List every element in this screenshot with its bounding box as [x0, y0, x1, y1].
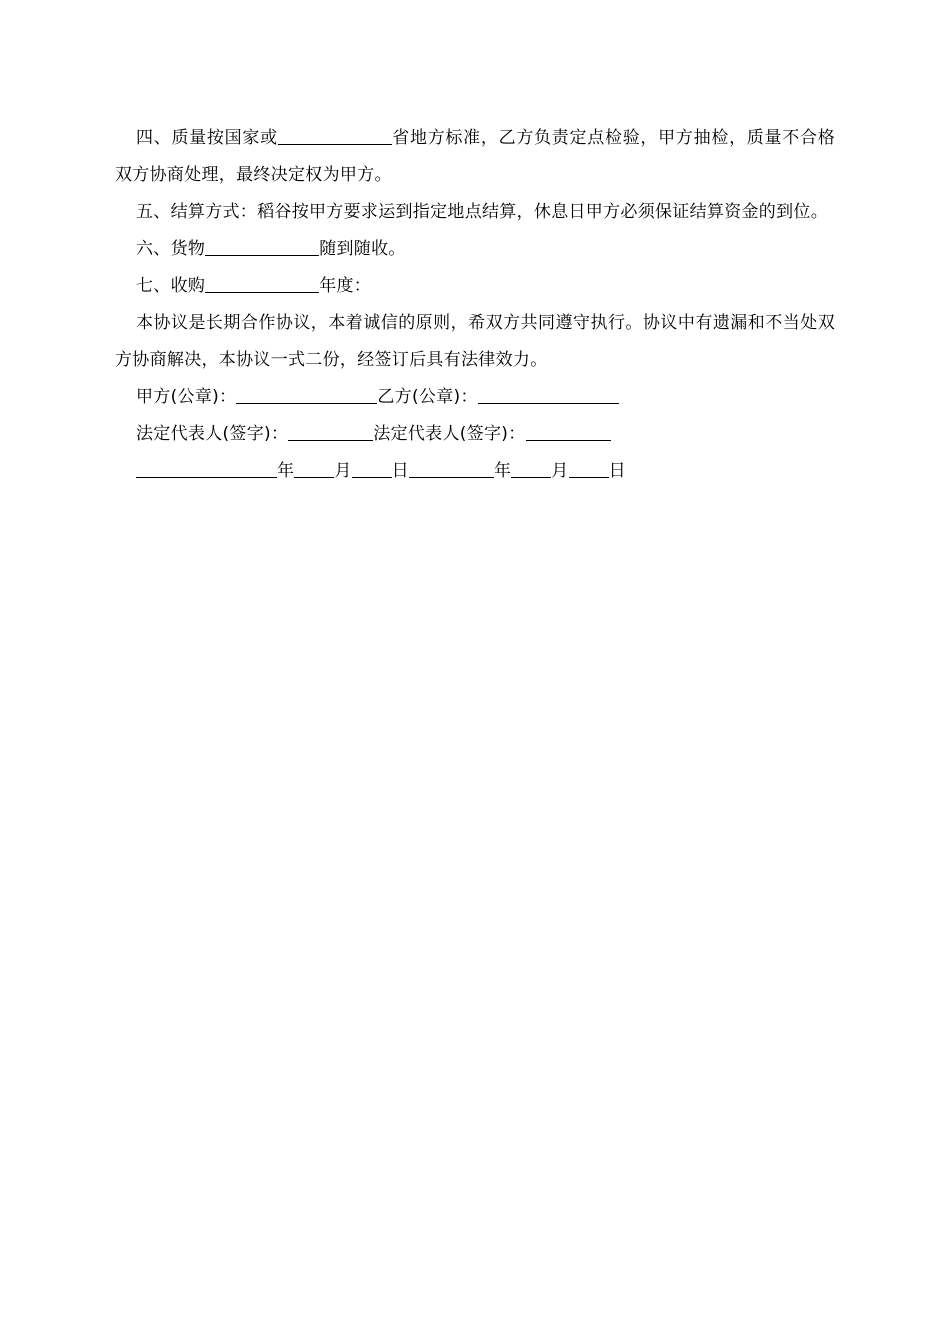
party-a-rep-blank	[288, 439, 373, 441]
clause-6-suffix: 随到随收。	[319, 239, 406, 259]
date-b-year-label: 年	[493, 461, 512, 481]
date-line	[115, 453, 835, 490]
party-b-seal-label: 乙方(公章)：	[377, 387, 478, 407]
party-a-seal-blank	[236, 402, 377, 404]
date-b-month-label: 月	[551, 461, 569, 481]
document-body	[115, 120, 835, 490]
clause-5: 五、结算方式：稻谷按甲方要求运到指定地点结算，休息日甲方必须保证结算资金的到位。	[136, 202, 828, 222]
clause-6	[115, 231, 835, 268]
clause-7-suffix: 年度：	[319, 276, 372, 296]
party-b-seal-blank	[478, 402, 619, 404]
date-b-month-blank	[511, 476, 551, 478]
date-a-month-blank	[294, 476, 334, 478]
clause-6-prefix: 六、货物	[136, 239, 206, 259]
date-a-year-label: 年	[277, 461, 295, 481]
party-b-rep-label: 法定代表人(签字)：	[373, 424, 526, 444]
purchase-year-blank	[205, 291, 319, 293]
date-a-day-blank	[352, 476, 392, 478]
closing-paragraph: 本协议是长期合作协议，本着诚信的原则，希双方共同遵守执行。协议中有遗漏和不当处双方协商解决，本协议一式二份，经签订后具有法律效力。	[115, 313, 835, 370]
party-a-rep-label: 法定代表人(签字)：	[136, 424, 289, 444]
clause-7-prefix: 七、收购	[136, 276, 206, 296]
seal-line	[115, 379, 835, 416]
date-b-day-blank	[569, 476, 609, 478]
clause-4-prefix: 四、质量按国家或	[136, 128, 278, 148]
party-b-rep-blank	[526, 439, 611, 441]
representative-line	[115, 416, 835, 453]
party-a-seal-label: 甲方(公章)：	[136, 387, 237, 407]
clause-7	[115, 268, 835, 305]
date-b-year-blank	[409, 476, 494, 478]
standard-province-blank	[278, 143, 392, 145]
date-a-year-blank	[136, 476, 277, 478]
date-b-day-label: 日	[608, 461, 626, 481]
clause-4	[115, 120, 835, 194]
date-a-month-label: 月	[334, 461, 352, 481]
goods-blank	[205, 254, 319, 256]
date-a-day-label: 日	[391, 461, 409, 481]
clause-4-suffix: 省地方标准，乙方负责定点检验，甲方抽检，质量不合格双方协商处理，最终决定权为甲方。	[115, 128, 836, 185]
